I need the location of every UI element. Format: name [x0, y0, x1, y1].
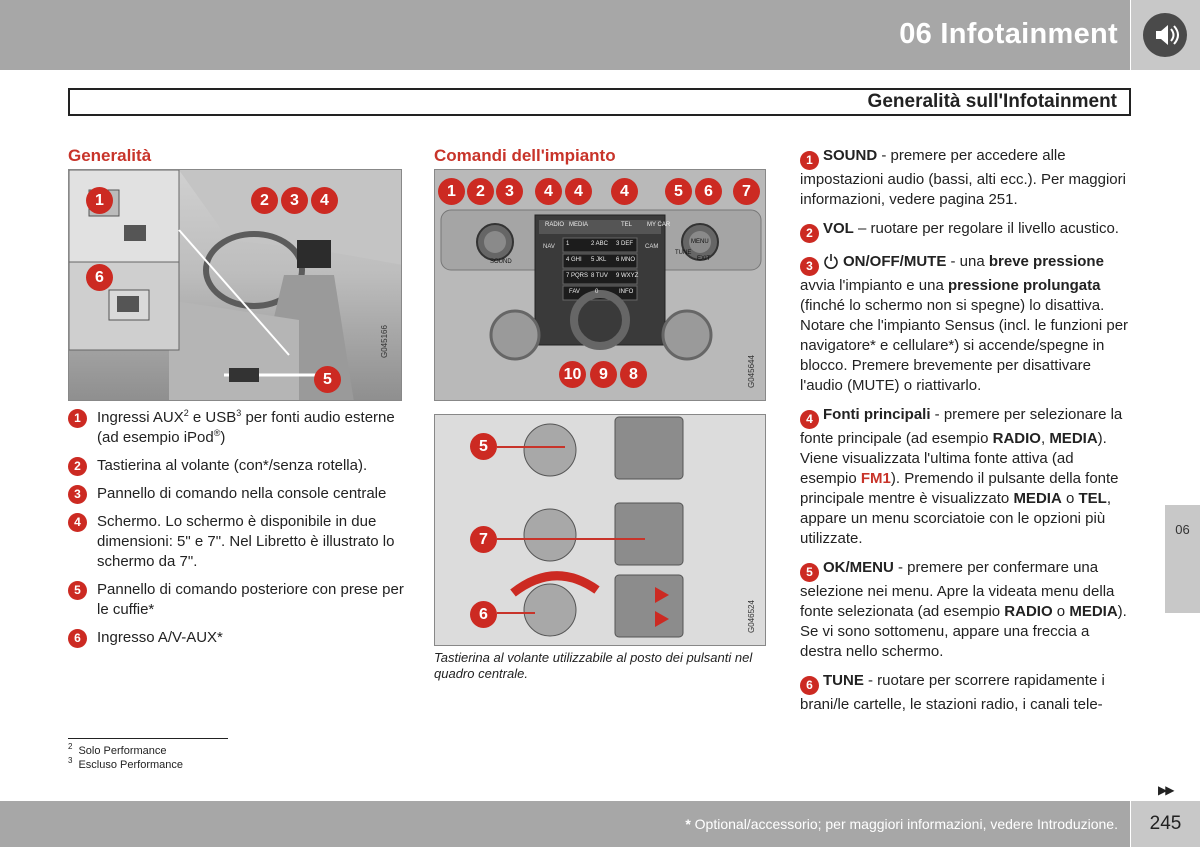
heading-generalita: Generalità — [68, 146, 152, 165]
item-number: 6 — [800, 676, 819, 695]
controls-description — [800, 146, 1134, 724]
menu-key-label: MENU — [691, 239, 709, 245]
exit-key-label: EXIT — [697, 256, 711, 262]
item-number: 3 — [800, 257, 819, 276]
section-title: Generalità sull'Infotainment — [867, 91, 1117, 112]
chapter-icon-box — [1131, 0, 1200, 70]
callout-5: 5 — [665, 178, 692, 205]
control-name: ON/OFF/MUTE — [843, 253, 947, 270]
footer-note — [685, 816, 1118, 832]
keypad-key: 4 GHI — [566, 257, 582, 263]
page-number: 245 — [1131, 801, 1200, 847]
keypad-key: 7 PQRS — [566, 273, 589, 279]
item-text: ) — [220, 429, 226, 446]
asterisk: * — [685, 816, 691, 832]
tune-key-label: TUNE — [675, 250, 692, 256]
item-text: e USB — [188, 409, 237, 426]
item-number: 3 — [68, 485, 87, 504]
description-text: ). Viene visualizzata l'ultima fonte attiva (ad esempio — [800, 430, 1107, 487]
control-name: OK/MENU — [823, 559, 894, 576]
footer-note-text: Optional/accessorio; per maggiori informazioni, vedere Introduzione. — [694, 816, 1118, 832]
callout-4: 4 — [311, 187, 338, 214]
control-name: SOUND — [823, 147, 878, 164]
footnote-text: Solo Performance — [78, 745, 167, 757]
step-7-badge: 7 — [470, 526, 497, 553]
description-text: , — [1040, 430, 1050, 447]
description-text: - ruotare per scorrere rapidamente i brani/le cartelle, le stazioni radio, i canali tele- — [800, 672, 1105, 713]
section-title-box — [68, 88, 1131, 116]
callout-3: 3 — [281, 187, 308, 214]
list-item — [68, 484, 404, 504]
footnote — [68, 758, 183, 772]
description-text: o — [1052, 603, 1070, 620]
callout-2: 2 — [251, 187, 278, 214]
item-text: Pannello di comando posteriore con prese per le cuffie* — [97, 581, 404, 618]
callout-2: 2 — [467, 178, 494, 205]
figure-caption: Tastierina al volante utilizzabile al posto dei pulsanti nel quadro centrale. — [434, 650, 753, 681]
footnote-number: 3 — [68, 756, 73, 766]
radio-key-label: RADIO — [545, 222, 565, 228]
description-text: (finché lo schermo non si spegne) lo disattiva. Notare che l'impianto Sensus (incl. le funzioni per navigatore* e cellulare*) si accende/spegne in blocco. Premere brevemente per disattivare l'audio (MUTE) o riattivarlo. — [800, 297, 1129, 394]
media-key-label: MEDIA — [569, 222, 589, 228]
item-text: Ingresso A/V-AUX* — [97, 629, 223, 646]
callout-8: 8 — [620, 361, 647, 388]
description-okmenu — [800, 558, 1134, 662]
list-item — [68, 628, 404, 648]
chapter-side-tab: 06 — [1165, 505, 1200, 613]
callout-10: 10 — [559, 361, 586, 388]
footnote-ref: 2 — [183, 408, 189, 418]
photo-code: G045644 — [747, 355, 756, 388]
footnote — [68, 744, 183, 758]
item-text: Schermo. Lo schermo è disponibile in due dimensioni: 5" e 7". Nel Libretto è illustrato lo schermo da 7". — [97, 513, 395, 570]
nav-key-label: NAV — [543, 244, 555, 250]
item-number: 5 — [68, 581, 87, 600]
callout-4: 4 — [565, 178, 592, 205]
photo-code: G045166 — [380, 325, 389, 358]
car-interior-photo — [68, 169, 402, 401]
step-6-badge: 6 — [470, 601, 497, 628]
control-name: VOL — [823, 220, 854, 237]
header-bar — [0, 0, 1130, 70]
list-item — [68, 512, 404, 572]
keypad-key: 5 JKL — [591, 257, 607, 263]
description-text: – ruotare per regolare il livello acustico. — [853, 220, 1119, 237]
step-5-badge: 5 — [470, 433, 497, 460]
registered-mark: ® — [213, 428, 221, 438]
item-number: 5 — [800, 563, 819, 582]
callout-4: 4 — [535, 178, 562, 205]
item-text: Tastierina al volante (con*/senza rotella). — [97, 457, 368, 474]
description-sources — [800, 405, 1134, 549]
tel-key-label: TEL — [621, 222, 633, 228]
description-text: - premere per selezionare la fonte principale (ad esempio — [800, 406, 1123, 447]
item-number: 2 — [68, 457, 87, 476]
description-sound — [800, 146, 1134, 210]
description-vol — [800, 219, 1134, 243]
emphasis: breve pressione — [988, 253, 1104, 270]
callout-6: 6 — [695, 178, 722, 205]
description-text: , appare un menu scorciatoie con le opzioni più utilizzate. — [800, 490, 1111, 547]
emphasis: MEDIA — [1013, 490, 1062, 507]
keypad-key: 8 TUV — [591, 273, 608, 279]
keypad-key: 3 DEF — [616, 241, 634, 247]
description-text: ). Se vi sono sottomenu, appare una freccia a destra nello schermo. — [800, 603, 1127, 660]
keypad-key: 0 — [595, 289, 599, 295]
components-list — [68, 408, 404, 656]
item-text: Pannello di comando nella console centrale — [97, 485, 387, 502]
cam-key-label: CAM — [645, 244, 659, 250]
item-text: Ingressi AUX — [97, 409, 184, 426]
description-text: - premere per accedere alle impostazioni audio (bassi, alti ecc.). Per maggiori informazioni, vedere pagina 251. — [800, 147, 1126, 208]
emphasis: TEL — [1078, 490, 1107, 507]
fav-key-label: FAV — [569, 289, 580, 295]
callout-7: 7 — [733, 178, 760, 205]
footnote-rule — [68, 738, 228, 739]
description-tune — [800, 671, 1134, 715]
keypad-key: 6 MNO — [616, 257, 636, 263]
list-item — [68, 456, 404, 476]
speaker-icon — [1143, 13, 1187, 57]
callout-5: 5 — [314, 366, 341, 393]
steering-keypad-photo — [434, 414, 766, 646]
list-item — [68, 580, 404, 620]
emphasis: RADIO — [992, 430, 1041, 447]
item-number: 4 — [800, 410, 819, 429]
callout-4: 4 — [611, 178, 638, 205]
description-text: avvia l'impianto e una — [800, 277, 948, 294]
footnote-number: 2 — [68, 742, 73, 752]
sound-key-label: SOUND — [490, 259, 512, 265]
emphasis: RADIO — [1004, 603, 1053, 620]
control-panel-photo — [434, 169, 766, 401]
item-number: 2 — [800, 224, 819, 243]
control-name: TUNE — [823, 672, 864, 689]
description-text: ). Premendo il pulsante della fonte principale mentre è visualizzato — [800, 470, 1119, 507]
callout-6: 6 — [86, 264, 113, 291]
list-item — [68, 408, 404, 448]
description-text: - una — [946, 253, 989, 270]
emphasis: pressione prolungata — [947, 277, 1101, 294]
callout-9: 9 — [590, 361, 617, 388]
keypad-key: 9 WXYZ — [616, 273, 639, 279]
emphasis: MEDIA — [1069, 603, 1118, 620]
emphasis: MEDIA — [1049, 430, 1098, 447]
item-number: 4 — [68, 513, 87, 532]
keypad-key: 1 — [566, 241, 570, 247]
description-text: - premere per confermare una selezione nei menu. Apre la videata menu della fonte selezionata (ad esempio — [800, 559, 1115, 620]
item-number: 1 — [800, 151, 819, 170]
power-icon — [823, 253, 839, 275]
item-number: 1 — [68, 409, 87, 428]
keypad-key: 2 ABC — [591, 241, 609, 247]
control-name: Fonti principali — [823, 406, 931, 423]
chapter-title: 06 Infotainment — [899, 18, 1118, 50]
heading-comandi: Comandi dell'impianto — [434, 146, 616, 165]
display-text: FM1 — [860, 470, 891, 487]
continue-marker: ▶▶ — [1158, 783, 1173, 797]
item-text: per fonti audio esterne (ad esempio iPod — [97, 409, 395, 446]
callout-3: 3 — [496, 178, 523, 205]
description-onoff — [800, 252, 1134, 396]
item-number: 6 — [68, 629, 87, 648]
info-key-label: INFO — [619, 289, 634, 295]
footnotes — [68, 744, 183, 772]
photo-code: G046524 — [747, 600, 756, 633]
car-interior-drawing — [69, 170, 402, 401]
description-text: o — [1061, 490, 1079, 507]
mycar-key-label: MY CAR — [647, 222, 671, 228]
callout-1: 1 — [86, 187, 113, 214]
footnote-text: Escluso Performance — [78, 759, 183, 771]
footer-bar — [0, 801, 1130, 847]
callout-1: 1 — [438, 178, 465, 205]
footnote-ref: 3 — [236, 408, 242, 418]
